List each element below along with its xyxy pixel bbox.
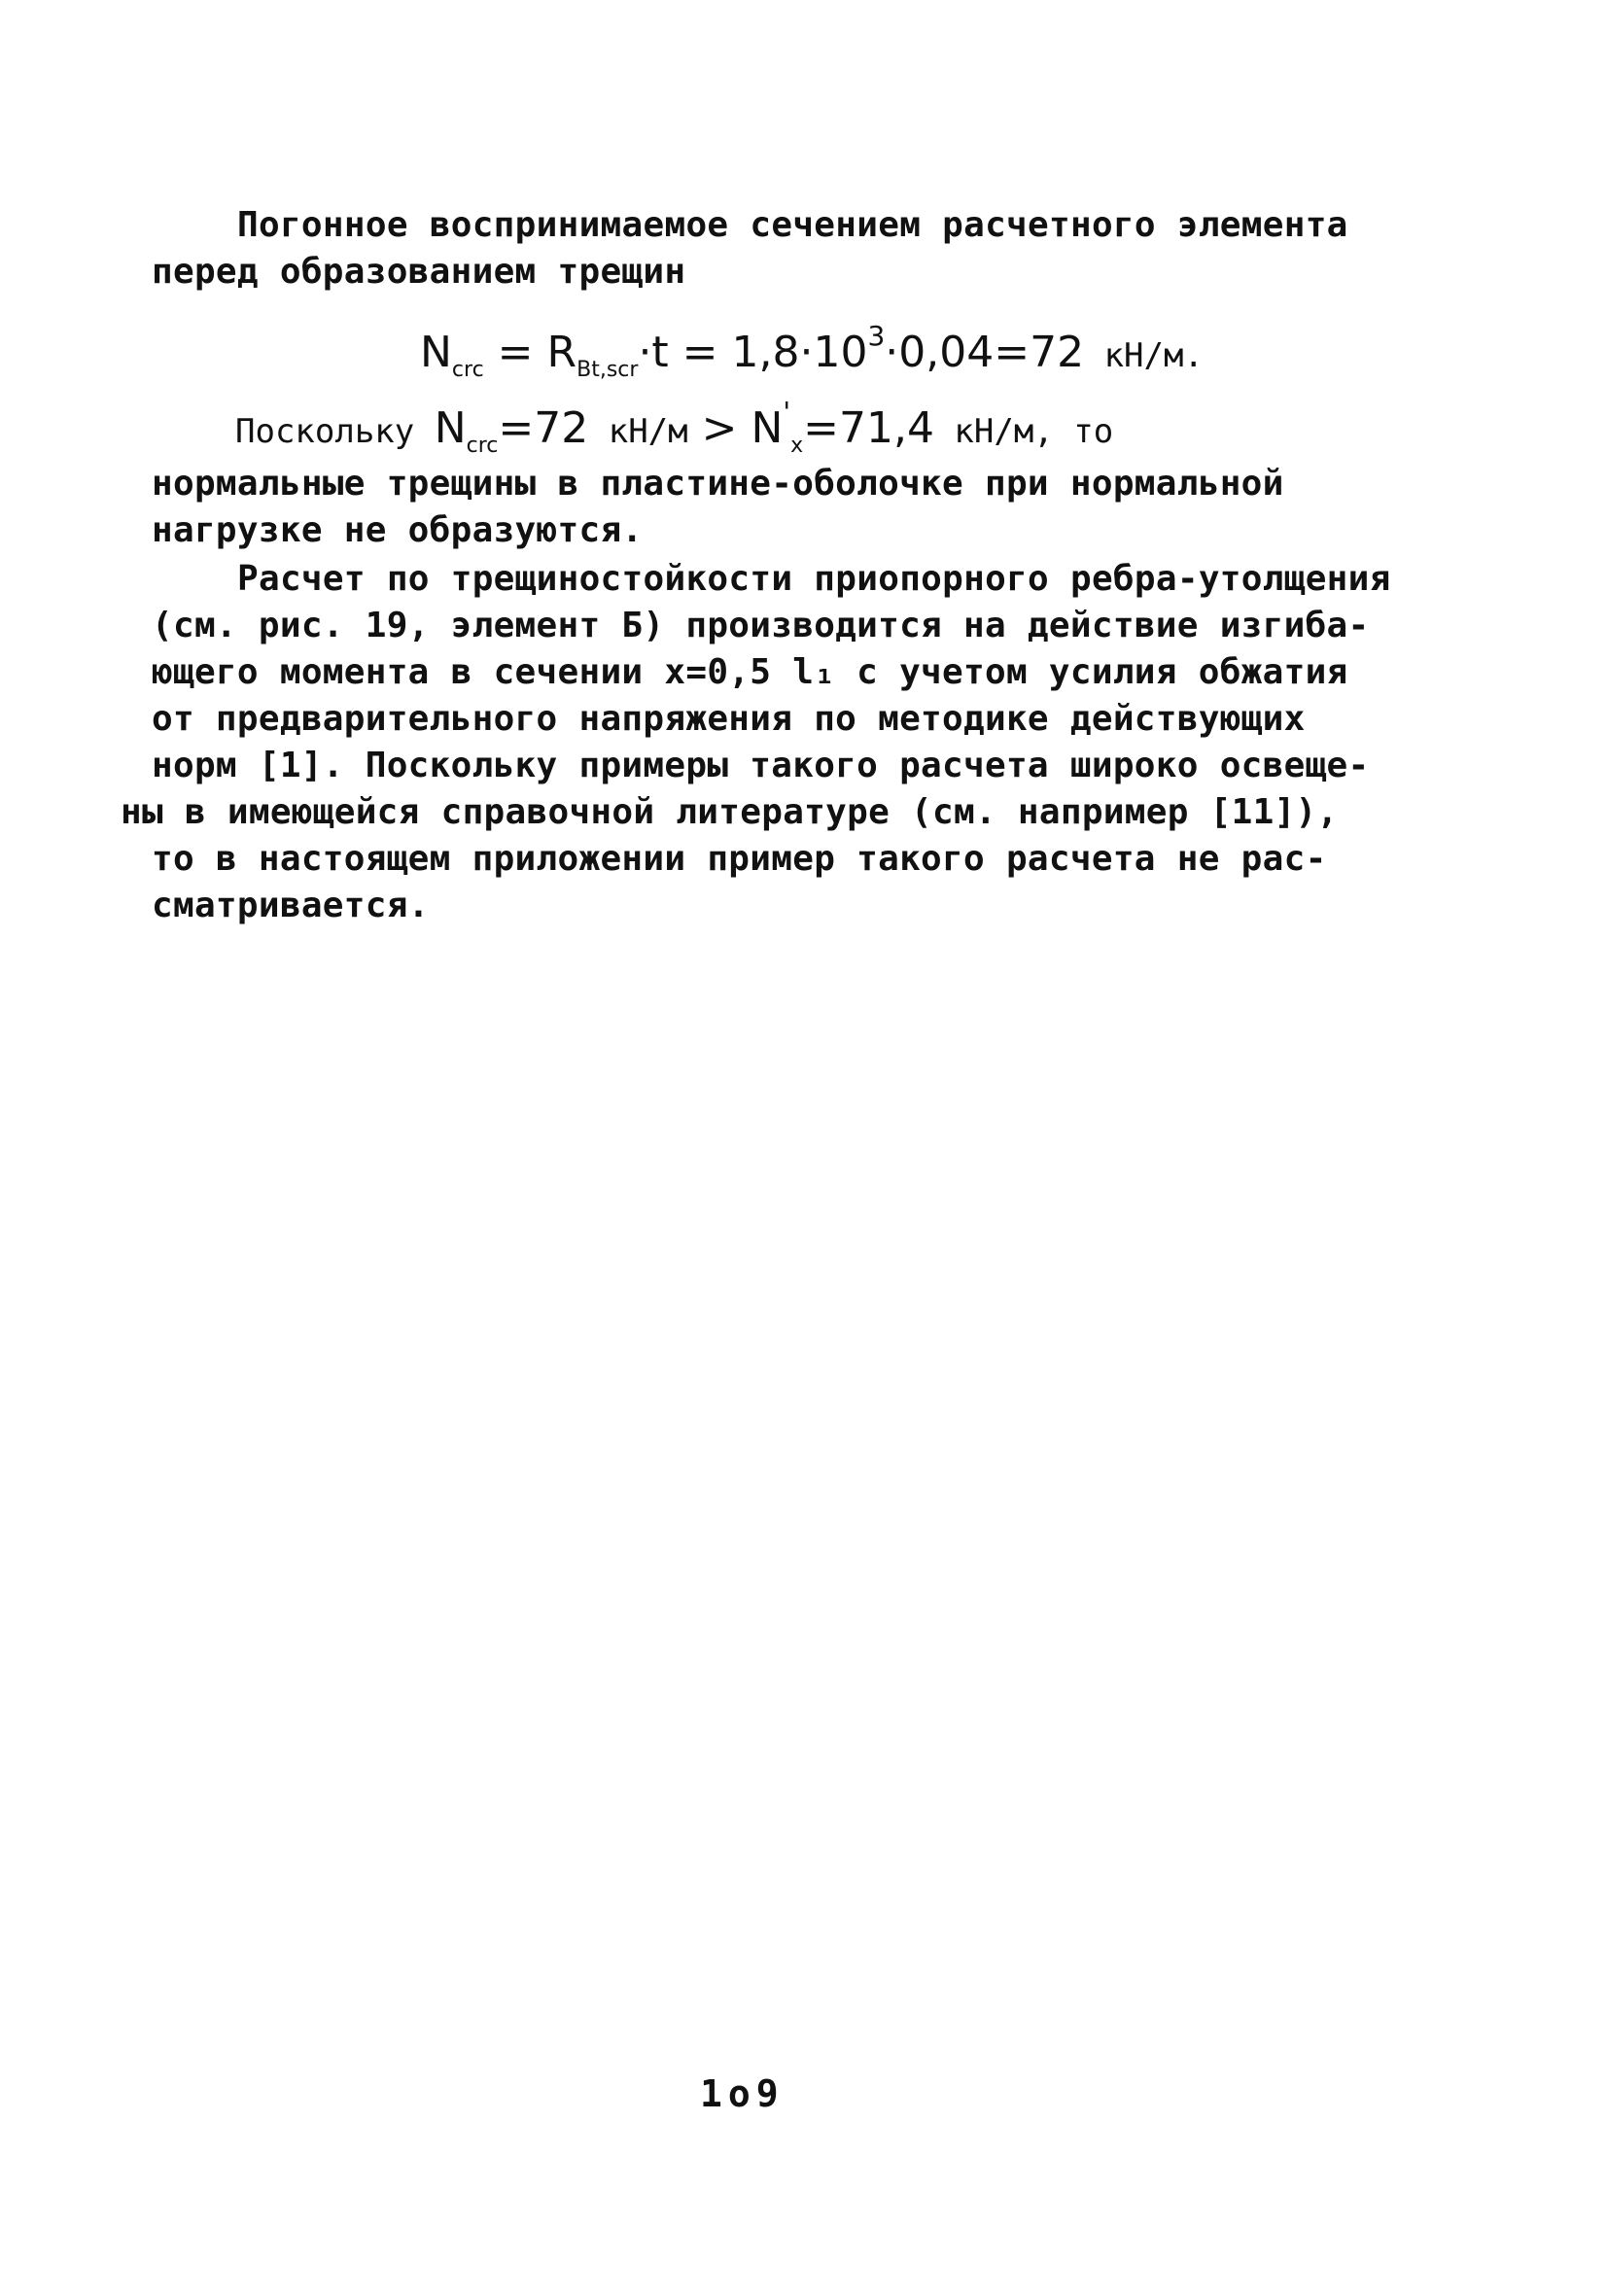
comparison-value-2: =71,4 <box>803 403 934 453</box>
paragraph-3-line-3: ющего момента в сечении x=0,5 l₁ с учетом усилия обжатия <box>152 652 1348 692</box>
comparison-lead-word: Поскольку <box>235 412 435 451</box>
paragraph-3-line-7: то в настоящем приложении пример такого расчета не рас- <box>152 839 1327 879</box>
comparison-unit-1: кН/м <box>588 412 688 451</box>
formula-n-symbol: N <box>420 328 452 377</box>
formula-comparison <box>235 385 1113 473</box>
comparison-nx-subscript: x <box>790 434 804 458</box>
paragraph-3-line-5: норм [1]. Поскольку примеры такого расчета широко освеще- <box>152 746 1370 785</box>
paragraph-2-line-2: нагрузке не образуются. <box>152 510 644 550</box>
paragraph-1-line-1: Погонное воспринимаемое сечением расчетного элемента <box>237 205 1348 245</box>
formula-expression-part-2: ·0,04=72 <box>885 328 1085 377</box>
comparison-tail-word: то <box>1053 412 1114 451</box>
formula-r-subscript: Bt,scr <box>576 358 639 382</box>
formula-exponent: 3 <box>867 320 886 352</box>
comparison-n-subscript: crc <box>466 434 499 458</box>
formula-r-symbol: R <box>546 328 577 377</box>
formula-expression-part-1: ·t = 1,8·10 <box>638 328 868 377</box>
comparison-nx-prime: ' <box>783 396 791 428</box>
comparison-n-symbol: N <box>434 403 467 453</box>
paragraph-3-line-4: от предварительного напряжения по методике действующих <box>152 699 1306 739</box>
formula-unit: кН/м. <box>1084 336 1204 375</box>
page-number: 1о9 <box>700 2072 785 2115</box>
comparison-value-1: =72 <box>498 403 589 453</box>
comparison-greater-than: > <box>687 403 751 453</box>
paragraph-1-line-2: перед образованием трещин <box>152 252 686 292</box>
comparison-unit-2: кН/м, <box>933 412 1054 451</box>
paragraph-2-line-1: нормальные трещины в пластине-оболочке при нормальной <box>152 464 1284 504</box>
paragraph-3-line-2: (см. рис. 19, элемент Б) производится на действие изгиба- <box>152 606 1370 645</box>
comparison-nx-symbol: N <box>751 403 784 453</box>
formula-n-subscript: crc <box>451 358 484 382</box>
paragraph-3-line-8: сматривается. <box>152 886 430 925</box>
formula-equals: = <box>483 328 547 377</box>
paragraph-3-line-6: ны в имеющейся справочной литературе (см. например [11]), <box>121 792 1339 832</box>
paragraph-3-line-1: Расчет по трещиностойкости приопорного ребра-утолщения <box>237 559 1391 599</box>
